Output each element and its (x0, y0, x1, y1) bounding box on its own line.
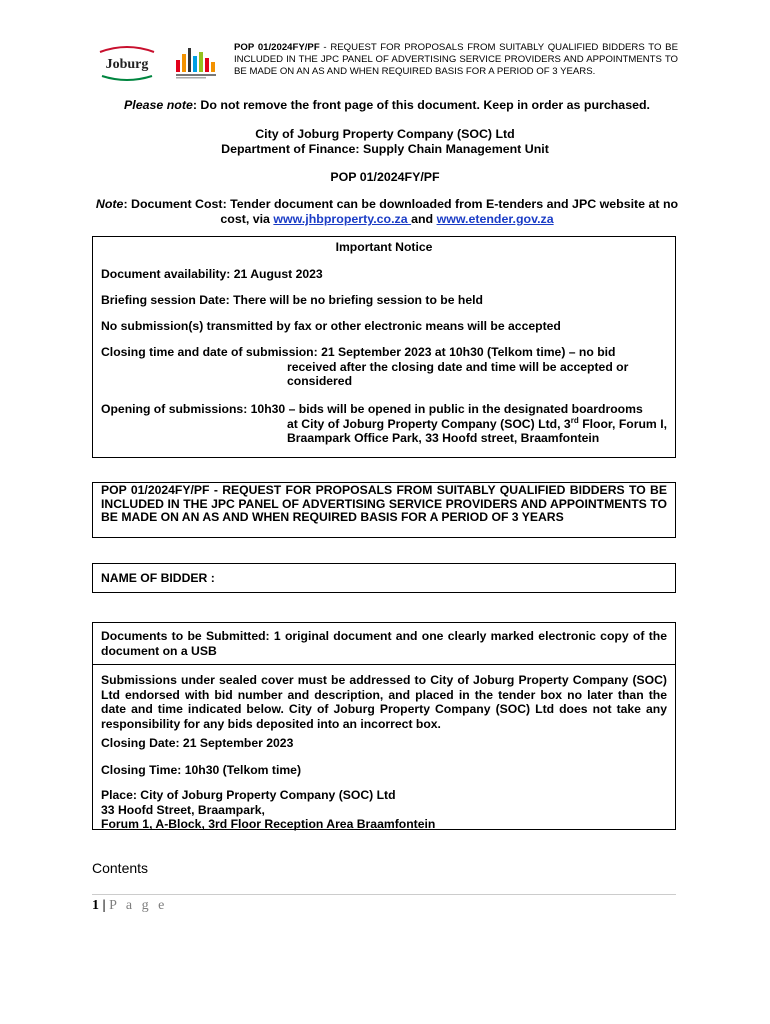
jhbproperty-link[interactable]: www.jhbproperty.co.za (273, 212, 412, 226)
page-footer: 1 | P a g e (92, 898, 168, 913)
closing-time: Closing Time: 10h30 (Telkom time) (101, 763, 302, 777)
jpc-logo (172, 42, 232, 82)
header-reference: POP 01/2024FY/PF - REQUEST FOR PROPOSALS FROM SUITABLY QUALIFIED BIDDERS TO BE INCLUDED IN THE JPC PANEL OF ADVERTISING SERVICE PROVIDERS AND APPOINTMENTS TO BE MADE ON AN AS AND WHEN REQUIRED BASIS FOR A PERIOD OF 3 YEARS. (234, 42, 678, 77)
page-header (92, 38, 682, 88)
company-name: City of Joburg Property Company (SOC) Ltd (255, 127, 515, 141)
important-notice-box (92, 236, 676, 458)
department-name: Department of Finance: Supply Chain Management Unit (221, 142, 549, 156)
documents-to-submit: Documents to be Submitted: 1 original document and one clearly marked electronic copy of the document on a USB (101, 629, 667, 658)
no-fax-notice: No submission(s) transmitted by fax or other electronic means will be accepted (101, 319, 561, 333)
tender-title: POP 01/2024FY/PF - REQUEST FOR PROPOSALS FROM SUITABLY QUALIFIED BIDDERS TO BE INCLUDED IN THE JPC PANEL OF ADVERTISING SERVICE PROVIDERS AND APPOINTMENTS TO BE MADE ON AN AS AND WHEN REQUIRED BASIS FOR A PERIOD OF 3 YEARS (101, 483, 667, 524)
submission-box (92, 622, 676, 830)
closing-time-date: Closing time and date of submission: 21 September 2023 at 10h30 (Telkom time) – no bid received after the closing date and time will be accepted or considered (101, 345, 629, 388)
briefing-session: Briefing session Date: There will be no briefing session to be held (101, 293, 483, 307)
divider (93, 664, 675, 665)
contents-heading: Contents (92, 860, 149, 876)
please-note: Please note: Do not remove the front page of this document. Keep in order as purchased. (123, 98, 650, 112)
tender-number: POP 01/2024FY/PF (330, 170, 440, 184)
document-cost-note: Note: Document Cost: Tender document can be downloaded from E-tenders and JPC website at no cost, via www.jhbproperty.co.za and www.etender.gov.za (95, 197, 679, 226)
name-of-bidder-box (92, 563, 676, 593)
name-of-bidder-label: NAME OF BIDDER : (101, 571, 215, 585)
joburg-logo (92, 40, 162, 84)
submission-place: Place: City of Joburg Property Company (SOC) Ltd 33 Hoofd Street, Braampark, Forum 1, A-Block, 3rd Floor Reception Area Braamfontein (101, 788, 436, 831)
opening-of-submissions: Opening of submissions: 10h30 – bids will be opened in public in the designated boardrooms at City of Joburg Property Company (SOC) Ltd, 3rd Floor, Forum I, Braampark Office Park, 33 Hoofd street, Braamfontein (101, 402, 667, 445)
tender-title-box (92, 482, 676, 538)
etender-link[interactable]: www.etender.gov.za (436, 212, 554, 226)
footer-divider (92, 894, 676, 895)
important-notice-title: Important Notice (335, 240, 433, 254)
sealed-cover-instructions: Submissions under sealed cover must be addressed to City of Joburg Property Company (SOC) Ltd endorsed with bid number and description, and placed in the tender box no later than the date and time indicated below. City of Joburg Property Company (SOC) Ltd does not take any responsibility for any bids deposited into an incorrect box. (101, 673, 667, 731)
closing-date: Closing Date: 21 September 2023 (101, 736, 294, 750)
document-availability: Document availability: 21 August 2023 (101, 267, 323, 281)
svg-text:Joburg: Joburg (105, 57, 149, 72)
